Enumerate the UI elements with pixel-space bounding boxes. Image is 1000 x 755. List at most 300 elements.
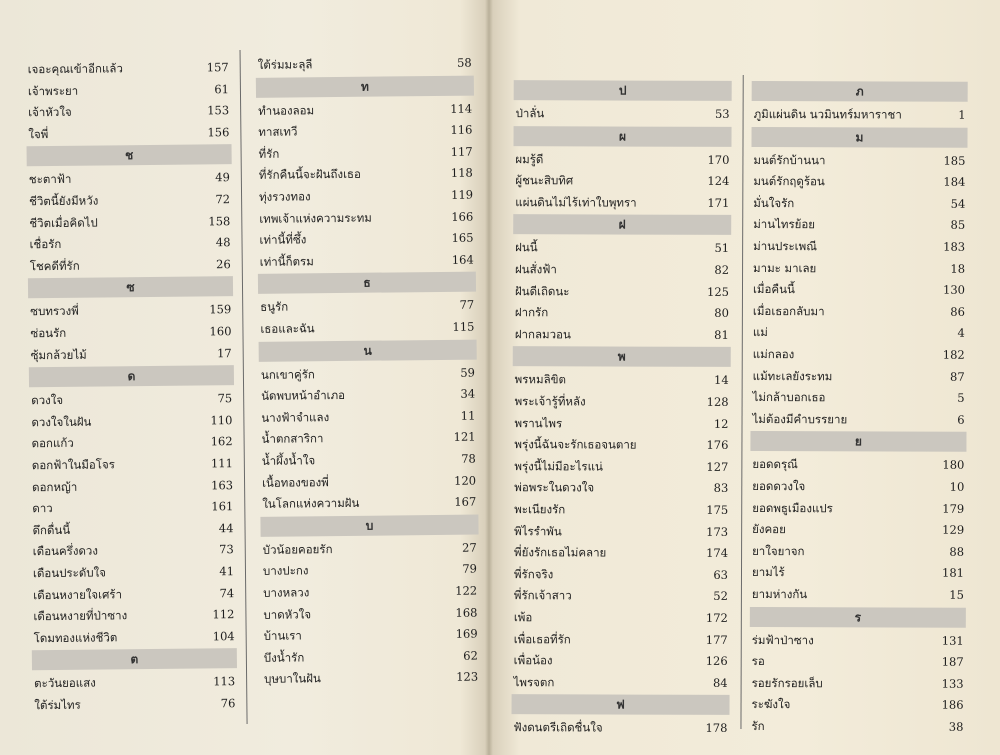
song-title: พะเนียงรัก bbox=[514, 502, 566, 517]
page-number: 184 bbox=[943, 174, 966, 189]
index-entry bbox=[749, 715, 965, 738]
song-title: พี่รักจริง bbox=[513, 566, 554, 582]
song-title: ระฆังใจ bbox=[751, 697, 791, 712]
letter-section-header: ฟ bbox=[512, 695, 730, 716]
song-title: ยอดพธูเมืองแปร bbox=[752, 500, 833, 515]
index-entry bbox=[751, 192, 967, 215]
letter-section-header: พ bbox=[513, 347, 731, 368]
page-number: 53 bbox=[714, 106, 730, 121]
page-number: 4 bbox=[957, 326, 965, 341]
song-title: ซุ้มกล้วยไม้ bbox=[30, 347, 87, 362]
page-number: 119 bbox=[451, 187, 474, 202]
letter-section-header: ต bbox=[32, 648, 237, 670]
index-entry bbox=[257, 162, 475, 186]
page-number: 172 bbox=[705, 610, 728, 625]
page-number: 80 bbox=[714, 306, 729, 321]
page-number: 110 bbox=[210, 412, 233, 428]
letter-section-header: น bbox=[259, 339, 477, 361]
song-title: เนื้อทองของพี่ bbox=[261, 474, 329, 490]
page-number: 17 bbox=[216, 345, 232, 360]
song-title: น้ำตกสาริกา bbox=[261, 431, 324, 447]
song-title: ไม่กล้าบอกเธอ bbox=[752, 390, 826, 405]
page-number: 180 bbox=[942, 458, 965, 473]
index-entry bbox=[751, 213, 967, 236]
page-number: 48 bbox=[215, 235, 231, 250]
index-entry bbox=[751, 257, 967, 280]
index-entry bbox=[26, 78, 231, 102]
index-entry bbox=[513, 323, 731, 346]
index-entry bbox=[262, 623, 480, 647]
page-number: 77 bbox=[459, 297, 475, 313]
song-title: ธนูรัก bbox=[260, 299, 289, 315]
song-title: เจ้าพระยา bbox=[27, 83, 79, 98]
index-entry bbox=[27, 167, 232, 191]
index-entry bbox=[512, 541, 730, 564]
page-number: 6 bbox=[957, 412, 965, 427]
page-number: 62 bbox=[463, 648, 478, 663]
index-entry bbox=[512, 433, 730, 456]
index-entry bbox=[751, 300, 967, 323]
song-title: เดือนประดับใจ bbox=[32, 565, 107, 581]
page-number: 11 bbox=[460, 408, 476, 423]
song-title: พรหมลิขิต bbox=[514, 372, 566, 387]
page-number: 51 bbox=[714, 241, 730, 256]
index-entry bbox=[750, 408, 966, 431]
index-entry bbox=[750, 453, 966, 476]
index-entry bbox=[258, 248, 476, 272]
song-title: พรุ่งนี้ฉันจะรักเธอจนตาย bbox=[514, 437, 637, 452]
page-number: 186 bbox=[941, 698, 964, 713]
song-title: พิไรรำพัน bbox=[514, 523, 562, 538]
letter-section-header: ย bbox=[750, 431, 966, 452]
page-number: 15 bbox=[949, 587, 964, 602]
index-entry bbox=[513, 148, 731, 171]
song-title: มามะ มาเลย bbox=[753, 260, 817, 275]
song-title: ใจพี่ bbox=[28, 126, 49, 142]
index-entry bbox=[513, 301, 731, 324]
song-title: ฝากรัก bbox=[514, 305, 549, 320]
column-divider bbox=[240, 50, 248, 724]
index-entry bbox=[29, 409, 234, 433]
index-column bbox=[513, 80, 732, 736]
index-entry bbox=[750, 650, 966, 673]
page-number: 177 bbox=[705, 632, 728, 647]
index-entry bbox=[26, 121, 231, 145]
page-number: 164 bbox=[451, 252, 474, 267]
song-title: ใต้ร่มไทร bbox=[34, 697, 81, 713]
song-title: ฝากลมวอน bbox=[514, 326, 571, 342]
index-entry bbox=[751, 321, 967, 344]
index-entry bbox=[256, 119, 474, 143]
page-number: 112 bbox=[212, 607, 235, 622]
index-entry bbox=[28, 320, 233, 344]
song-title: ยามห่างกัน bbox=[751, 587, 808, 602]
song-title: พระเจ้ารู้ที่หลัง bbox=[514, 394, 586, 409]
page-number: 121 bbox=[453, 429, 476, 445]
page-number: 124 bbox=[707, 174, 730, 189]
page-number: 157 bbox=[206, 60, 229, 75]
left-page bbox=[0, 0, 493, 755]
index-entry bbox=[261, 580, 479, 604]
page-number: 118 bbox=[450, 165, 473, 181]
index-entry bbox=[31, 582, 236, 606]
index-entry bbox=[750, 629, 966, 652]
index-entry bbox=[27, 231, 232, 255]
page-number: 72 bbox=[215, 192, 231, 207]
index-entry bbox=[512, 628, 730, 651]
letter-section-header: ฝ bbox=[513, 215, 731, 236]
song-title: ชีวิตนี้ยังมีหวัง bbox=[29, 193, 99, 209]
song-title: นัดพบหน้าอำเภอ bbox=[261, 388, 346, 404]
page-number: 166 bbox=[451, 209, 474, 224]
page-number: 61 bbox=[214, 81, 230, 96]
page-number: 41 bbox=[219, 564, 235, 579]
index-entry bbox=[32, 670, 237, 694]
song-title: ร่มฟ้าป่าซาง bbox=[751, 632, 814, 647]
page-number: 10 bbox=[949, 479, 965, 494]
page-number: 78 bbox=[461, 451, 476, 466]
page-number: 153 bbox=[207, 103, 230, 118]
song-title: ฝนนี้ bbox=[515, 240, 538, 255]
page-number: 158 bbox=[208, 213, 231, 228]
song-title: พรุ่งนี้ไม่มีอะไรแน่ bbox=[514, 458, 603, 474]
page-number: 125 bbox=[707, 284, 730, 299]
song-title: ทาสเทวี bbox=[258, 124, 298, 140]
index-entry bbox=[512, 563, 730, 586]
index-entry bbox=[750, 561, 966, 584]
index-entry bbox=[751, 343, 967, 366]
song-title: บางปะกง bbox=[262, 563, 309, 579]
index-entry bbox=[513, 237, 731, 260]
song-title: มนต์รักฤดูร้อน bbox=[753, 174, 825, 189]
song-title: ภูมิแผ่นดิน นวมินทร์มหาราชา bbox=[753, 107, 902, 122]
song-title: บุษบาในฝัน bbox=[264, 671, 321, 687]
index-entry bbox=[513, 369, 731, 392]
index-entry bbox=[257, 205, 475, 229]
song-title: ม่านไทรย้อย bbox=[753, 217, 816, 232]
page-number: 162 bbox=[210, 434, 233, 449]
song-title: เจอะคุณเข้าอีกแล้ว bbox=[27, 61, 123, 77]
page-number: 49 bbox=[215, 170, 230, 185]
letter-section-header: ช bbox=[27, 145, 232, 167]
page-number: 120 bbox=[454, 473, 477, 488]
page-number: 160 bbox=[209, 324, 232, 339]
index-entry bbox=[512, 649, 730, 672]
index-entry bbox=[258, 294, 476, 318]
letter-section-header: ธ bbox=[258, 272, 476, 294]
page-number: 131 bbox=[941, 633, 964, 648]
page-number: 81 bbox=[714, 327, 729, 342]
page-number: 128 bbox=[706, 394, 729, 409]
song-title: เดือนครึ่งดวง bbox=[32, 543, 99, 559]
index-entry bbox=[30, 452, 235, 476]
page-number: 133 bbox=[941, 676, 964, 691]
song-title: พรานไพร bbox=[514, 415, 563, 430]
page-number: 44 bbox=[218, 520, 234, 536]
song-title: พี่ยังรักเธอไม่คลาย bbox=[514, 545, 607, 560]
index-entry bbox=[513, 169, 731, 192]
song-title: ซ่อนรัก bbox=[30, 325, 67, 341]
index-entry bbox=[260, 491, 478, 515]
index-entry bbox=[31, 560, 236, 584]
page-number: 174 bbox=[706, 546, 729, 561]
page-number: 181 bbox=[942, 566, 965, 581]
page-number: 76 bbox=[220, 696, 236, 711]
index-entry bbox=[26, 56, 231, 80]
letter-section-header: ด bbox=[29, 365, 234, 387]
song-title: รอยรักรอยเล็บ bbox=[751, 675, 823, 691]
song-title: ไม่ต้องมีคำบรรยาย bbox=[752, 411, 848, 427]
page-number: 130 bbox=[943, 282, 966, 297]
page-number: 26 bbox=[216, 256, 231, 272]
page-number: 114 bbox=[450, 101, 473, 116]
index-entry bbox=[30, 517, 235, 541]
letter-section-header: ม bbox=[751, 127, 967, 148]
song-title: ผมรู้ดี bbox=[515, 151, 544, 166]
page-number: 185 bbox=[943, 153, 966, 168]
page-number: 116 bbox=[450, 122, 473, 138]
index-entry bbox=[512, 412, 730, 435]
index-entry bbox=[28, 299, 233, 323]
song-title: ที่รัก bbox=[258, 146, 280, 161]
index-entry bbox=[750, 518, 966, 541]
song-title: ทุ่งรวงทอง bbox=[258, 189, 311, 204]
page-number: 122 bbox=[455, 583, 478, 598]
page-number: 179 bbox=[942, 501, 965, 516]
page-number: 27 bbox=[462, 540, 477, 555]
song-title: แม่กลอง bbox=[752, 347, 795, 362]
index-entry bbox=[261, 558, 479, 582]
index-entry bbox=[513, 280, 731, 303]
letter-section-header: ผ bbox=[513, 126, 731, 147]
page-number: 82 bbox=[714, 262, 730, 277]
index-entry bbox=[26, 99, 231, 123]
index-column bbox=[26, 56, 236, 713]
page-number: 182 bbox=[942, 347, 965, 362]
page-number: 73 bbox=[219, 542, 234, 557]
song-title: ดอกหญ้า bbox=[32, 479, 78, 494]
page-number: 14 bbox=[714, 373, 729, 388]
index-entry bbox=[512, 455, 730, 478]
page-number: 12 bbox=[713, 416, 729, 431]
page-number: 163 bbox=[211, 477, 234, 492]
page-number: 171 bbox=[707, 195, 730, 210]
page-number: 167 bbox=[454, 494, 477, 509]
page-number: 59 bbox=[460, 365, 475, 380]
index-entry bbox=[262, 644, 480, 668]
song-title: ยาใจยาจก bbox=[752, 543, 805, 558]
page-number: 159 bbox=[209, 302, 232, 317]
index-entry bbox=[259, 426, 477, 450]
song-title: พี่รักเจ้าสาว bbox=[513, 588, 572, 603]
song-title: เมื่อคืนนี้ bbox=[752, 282, 795, 297]
page-number: 88 bbox=[949, 544, 965, 559]
page-number: 170 bbox=[707, 152, 730, 167]
song-title: ยังคอย bbox=[752, 522, 786, 537]
song-title: เท่านี้ก็ตรม bbox=[259, 254, 314, 269]
page-number: 86 bbox=[950, 304, 965, 319]
index-column bbox=[751, 81, 968, 734]
index-entry bbox=[28, 253, 233, 277]
index-entry bbox=[257, 184, 475, 208]
index-entry bbox=[29, 342, 234, 366]
index-entry bbox=[258, 316, 476, 340]
index-entry bbox=[752, 103, 968, 126]
index-entry bbox=[30, 430, 235, 454]
song-title: เจ้าหัวใจ bbox=[28, 104, 72, 120]
index-entry bbox=[750, 497, 966, 520]
index-entry bbox=[512, 671, 730, 694]
index-entry bbox=[513, 191, 731, 214]
page-number: 63 bbox=[713, 567, 729, 582]
index-entry bbox=[31, 603, 236, 627]
song-title: น้ำผึ้งน้ำใจ bbox=[261, 453, 316, 468]
song-title: ป่าลั่น bbox=[515, 106, 545, 121]
index-entry bbox=[512, 585, 730, 608]
song-title: แม้ทะเลยังระทม bbox=[752, 368, 833, 383]
index-entry bbox=[259, 404, 477, 428]
letter-section-header: ร bbox=[750, 607, 966, 628]
song-title: บาดหัวใจ bbox=[263, 606, 312, 622]
song-title: ฟังดนตรีเถิดชื่นใจ bbox=[513, 720, 603, 735]
column-divider bbox=[740, 75, 743, 729]
page-number: 123 bbox=[456, 669, 479, 685]
song-title: นกเขาคู่รัก bbox=[260, 366, 315, 382]
page-number: 84 bbox=[712, 675, 728, 690]
song-title: ชะตาฟ้า bbox=[28, 172, 72, 187]
song-title: เพ้อ bbox=[513, 610, 533, 625]
song-title: ฝนสั่งฟ้า bbox=[515, 262, 557, 277]
index-entry bbox=[260, 469, 478, 493]
page-number: 52 bbox=[713, 589, 728, 604]
page-number: 104 bbox=[212, 628, 235, 644]
song-title: โดมทองแห่งชีวิต bbox=[33, 630, 118, 646]
page-number: 75 bbox=[217, 391, 233, 406]
song-title: ทำนองลอม bbox=[258, 102, 315, 118]
song-title: ดึกดื่นนี้ bbox=[32, 522, 71, 538]
page-number: 117 bbox=[450, 144, 473, 159]
page-number: 54 bbox=[950, 196, 966, 211]
song-title: แผ่นดินไม่ไร้เท่าใบพุทรา bbox=[515, 194, 637, 210]
song-title: นางฟ้าจำแลง bbox=[261, 409, 330, 425]
song-title: ยอดดรุณี bbox=[752, 457, 798, 472]
letter-section-header: บ bbox=[260, 514, 478, 536]
song-title: ดอกแก้ว bbox=[31, 436, 74, 451]
page-number: 156 bbox=[207, 124, 230, 140]
index-entry bbox=[514, 102, 732, 125]
song-title: บ้านเรา bbox=[263, 628, 302, 644]
page-number: 173 bbox=[706, 524, 729, 539]
right-page bbox=[497, 0, 1000, 755]
index-entry bbox=[256, 52, 474, 76]
song-title: รัก bbox=[751, 719, 765, 734]
song-title: เชื่อรัก bbox=[29, 237, 62, 252]
page-number: 175 bbox=[706, 502, 729, 517]
letter-section-header: ซ bbox=[28, 277, 233, 299]
page-number: 176 bbox=[706, 438, 729, 453]
song-title: มั่นใจรัก bbox=[753, 195, 795, 210]
index-entry bbox=[27, 210, 232, 234]
index-entry bbox=[751, 235, 967, 258]
letter-section-header: ป bbox=[514, 80, 732, 101]
index-entry bbox=[751, 149, 967, 172]
index-entry bbox=[32, 625, 237, 649]
song-title: เดือนหงายที่ป่าซาง bbox=[33, 608, 128, 624]
song-title: บางหลวง bbox=[263, 585, 310, 600]
page-number: 183 bbox=[943, 239, 966, 254]
page-number: 58 bbox=[456, 55, 472, 70]
index-entry bbox=[751, 386, 967, 409]
page-number: 1 bbox=[958, 107, 966, 122]
index-entry bbox=[513, 390, 731, 413]
song-title: ที่รักคืนนี้จะฝันถึงเธอ bbox=[258, 167, 361, 183]
song-title: ในโลกแห่งความฝัน bbox=[262, 495, 360, 512]
index-entry bbox=[261, 536, 479, 560]
index-entry bbox=[30, 495, 235, 519]
index-entry bbox=[512, 498, 730, 521]
index-entry bbox=[750, 475, 966, 498]
page-number: 129 bbox=[942, 522, 965, 537]
song-title: ไพรจตก bbox=[513, 674, 555, 690]
index-entry bbox=[259, 361, 477, 385]
letter-section-header: ท bbox=[256, 75, 474, 97]
index-entry bbox=[262, 666, 480, 690]
song-title: โชคดีที่รัก bbox=[29, 258, 80, 274]
page-number: 126 bbox=[705, 654, 728, 669]
song-title: บัวน้อยคอยรัก bbox=[262, 541, 333, 557]
song-title: เมื่อเธอกลับมา bbox=[752, 303, 825, 319]
song-title: เพื่อน้อง bbox=[513, 653, 553, 668]
song-title: เพื่อเธอที่รัก bbox=[513, 631, 571, 646]
page-number: 83 bbox=[713, 481, 729, 496]
index-entry bbox=[257, 227, 475, 251]
index-entry bbox=[750, 693, 966, 716]
song-title: แม่ bbox=[752, 325, 768, 340]
song-title: ใต้ร่มมะลุลี bbox=[257, 57, 313, 72]
index-entry bbox=[31, 538, 236, 562]
page-number: 18 bbox=[950, 261, 966, 276]
page-number: 79 bbox=[462, 561, 478, 577]
index-entry bbox=[751, 170, 967, 193]
page-number: 87 bbox=[950, 369, 965, 384]
page-number: 187 bbox=[941, 654, 964, 669]
page-number: 165 bbox=[451, 230, 474, 246]
page-number: 127 bbox=[706, 459, 729, 474]
page-number: 85 bbox=[950, 218, 966, 233]
song-title: ซบทรวงพี่ bbox=[30, 304, 79, 319]
song-title: ชีวิตเมื่อคิดไป bbox=[29, 215, 98, 230]
page-number: 38 bbox=[948, 719, 964, 734]
page-number: 34 bbox=[460, 386, 476, 401]
song-title: เธอและฉัน bbox=[260, 321, 315, 336]
page-number: 115 bbox=[452, 319, 475, 334]
song-title: รอ bbox=[751, 654, 765, 669]
index-entry bbox=[256, 97, 474, 121]
song-title: ยอดดวงใจ bbox=[752, 479, 806, 494]
song-title: ดวงใจในฝัน bbox=[31, 414, 92, 430]
index-column bbox=[256, 52, 479, 687]
song-title: ดอกฟ้าในมือโจร bbox=[31, 457, 115, 473]
letter-section-header: ภ bbox=[752, 81, 968, 102]
page-number: 5 bbox=[957, 390, 965, 405]
index-entry bbox=[512, 520, 730, 543]
song-title: ดาว bbox=[32, 501, 53, 516]
index-entry bbox=[750, 672, 966, 695]
index-entry bbox=[259, 383, 477, 407]
index-entry bbox=[750, 583, 966, 606]
song-title: บึงน้ำรัก bbox=[263, 650, 305, 665]
song-title: เดือนหงายใจเศร้า bbox=[33, 586, 123, 602]
